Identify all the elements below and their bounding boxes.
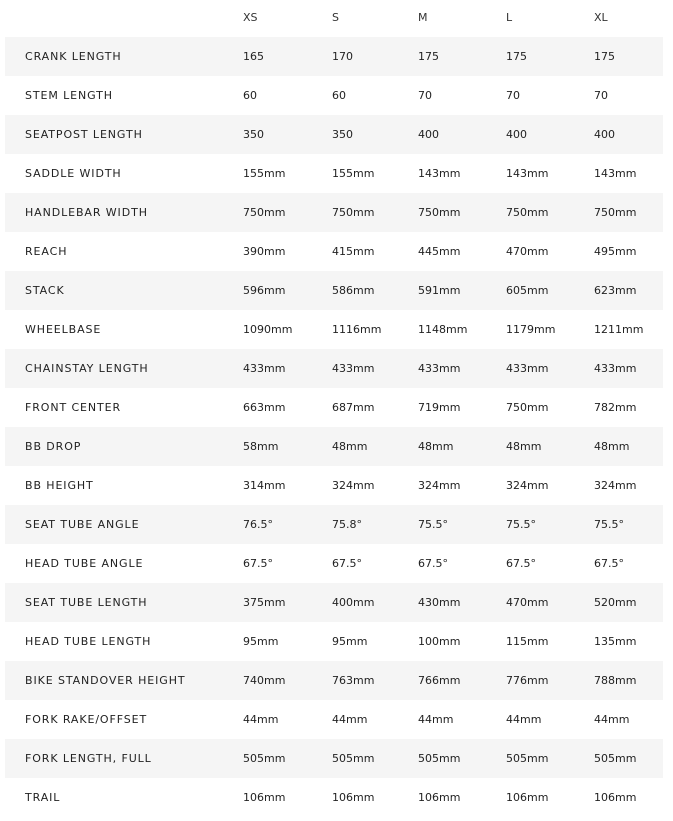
value-cell-xl: 505mm [594,752,637,765]
value-cell-xl: 750mm [594,206,637,219]
value-cell-xl: 788mm [594,674,637,687]
row-label: HEAD TUBE LENGTH [25,635,152,648]
row-label: HANDLEBAR WIDTH [25,206,148,219]
value-cell-l: 175 [506,50,527,63]
value-cell-xs: 60 [243,89,257,102]
table-row [5,76,663,115]
value-cell-s: 170 [332,50,353,63]
value-cell-m: 75.5° [418,518,448,531]
value-cell-xl: 520mm [594,596,637,609]
size-header-xl: XL [594,10,608,24]
table-row [5,622,663,661]
value-cell-xs: 155mm [243,167,286,180]
value-cell-s: 750mm [332,206,375,219]
size-header-m: M [418,10,428,24]
value-cell-m: 433mm [418,362,461,375]
value-cell-l: 1179mm [506,323,556,336]
value-cell-xs: 433mm [243,362,286,375]
table-row [5,700,663,739]
size-header-row [5,0,663,37]
value-cell-xs: 390mm [243,245,286,258]
value-cell-s: 155mm [332,167,375,180]
value-cell-m: 430mm [418,596,461,609]
value-cell-xl: 75.5° [594,518,624,531]
table-row [5,37,663,76]
row-label: BB HEIGHT [25,479,94,492]
value-cell-xs: 165 [243,50,264,63]
value-cell-l: 470mm [506,245,549,258]
value-cell-s: 763mm [332,674,375,687]
table-row [5,115,663,154]
value-cell-xl: 106mm [594,791,637,804]
table-row [5,154,663,193]
value-cell-m: 719mm [418,401,461,414]
value-cell-l: 48mm [506,440,542,453]
value-cell-s: 505mm [332,752,375,765]
value-cell-s: 48mm [332,440,368,453]
value-cell-xs: 350 [243,128,264,141]
value-cell-xs: 750mm [243,206,286,219]
value-cell-xl: 495mm [594,245,637,258]
value-cell-m: 1148mm [418,323,468,336]
value-cell-l: 750mm [506,206,549,219]
value-cell-xl: 143mm [594,167,637,180]
table-row [5,583,663,622]
table-row [5,505,663,544]
table-row [5,661,663,700]
table-row [5,310,663,349]
table-row [5,466,663,505]
value-cell-xl: 782mm [594,401,637,414]
value-cell-m: 400 [418,128,439,141]
value-cell-m: 70 [418,89,432,102]
value-cell-xs: 106mm [243,791,286,804]
value-cell-s: 324mm [332,479,375,492]
value-cell-l: 44mm [506,713,542,726]
table-row [5,193,663,232]
value-cell-xl: 70 [594,89,608,102]
row-label: FRONT CENTER [25,401,122,414]
value-cell-s: 687mm [332,401,375,414]
value-cell-s: 67.5° [332,557,362,570]
value-cell-xs: 740mm [243,674,286,687]
value-cell-xs: 76.5° [243,518,273,531]
row-label: BB DROP [25,440,82,453]
row-label: SEATPOST LENGTH [25,128,143,141]
value-cell-m: 67.5° [418,557,448,570]
value-cell-s: 60 [332,89,346,102]
value-cell-m: 100mm [418,635,461,648]
row-label: FORK RAKE/OFFSET [25,713,148,726]
value-cell-m: 766mm [418,674,461,687]
value-cell-l: 106mm [506,791,549,804]
value-cell-m: 445mm [418,245,461,258]
value-cell-m: 106mm [418,791,461,804]
value-cell-xl: 67.5° [594,557,624,570]
value-cell-l: 750mm [506,401,549,414]
table-row [5,232,663,271]
value-cell-xl: 1211mm [594,323,644,336]
value-cell-l: 75.5° [506,518,536,531]
value-cell-s: 415mm [332,245,375,258]
row-label: CRANK LENGTH [25,50,122,63]
value-cell-xs: 58mm [243,440,279,453]
value-cell-l: 70 [506,89,520,102]
value-cell-xl: 44mm [594,713,630,726]
value-cell-s: 586mm [332,284,375,297]
value-cell-s: 350 [332,128,353,141]
row-label: SEAT TUBE ANGLE [25,518,140,531]
value-cell-xl: 433mm [594,362,637,375]
value-cell-xl: 175 [594,50,615,63]
table-row [5,427,663,466]
row-label: TRAIL [25,791,61,804]
value-cell-l: 143mm [506,167,549,180]
value-cell-xs: 505mm [243,752,286,765]
value-cell-l: 400 [506,128,527,141]
row-label: SADDLE WIDTH [25,167,122,180]
value-cell-l: 67.5° [506,557,536,570]
value-cell-xl: 623mm [594,284,637,297]
value-cell-l: 115mm [506,635,549,648]
value-cell-xl: 324mm [594,479,637,492]
value-cell-xs: 314mm [243,479,286,492]
table-row [5,349,663,388]
value-cell-l: 470mm [506,596,549,609]
row-label: FORK LENGTH, FULL [25,752,152,765]
row-label: CHAINSTAY LENGTH [25,362,149,375]
value-cell-xs: 663mm [243,401,286,414]
size-header-l: L [506,10,513,24]
value-cell-m: 48mm [418,440,454,453]
row-label: HEAD TUBE ANGLE [25,557,144,570]
size-header-xs: XS [243,10,258,24]
row-label: REACH [25,245,68,258]
table-row [5,388,663,427]
value-cell-xl: 135mm [594,635,637,648]
value-cell-s: 400mm [332,596,375,609]
table-row [5,739,663,778]
value-cell-l: 324mm [506,479,549,492]
value-cell-m: 591mm [418,284,461,297]
value-cell-xs: 44mm [243,713,279,726]
value-cell-m: 175 [418,50,439,63]
size-header-s: S [332,10,339,24]
value-cell-m: 750mm [418,206,461,219]
value-cell-l: 776mm [506,674,549,687]
value-cell-m: 44mm [418,713,454,726]
value-cell-m: 143mm [418,167,461,180]
value-cell-xs: 95mm [243,635,279,648]
value-cell-xs: 1090mm [243,323,293,336]
row-label: SEAT TUBE LENGTH [25,596,148,609]
row-label: STEM LENGTH [25,89,113,102]
value-cell-m: 324mm [418,479,461,492]
value-cell-s: 95mm [332,635,368,648]
value-cell-s: 106mm [332,791,375,804]
value-cell-xl: 48mm [594,440,630,453]
value-cell-l: 433mm [506,362,549,375]
value-cell-xs: 596mm [243,284,286,297]
row-label: WHEELBASE [25,323,102,336]
value-cell-xl: 400 [594,128,615,141]
table-row [5,778,663,817]
table-row [5,544,663,583]
value-cell-xs: 375mm [243,596,286,609]
value-cell-s: 1116mm [332,323,382,336]
value-cell-s: 44mm [332,713,368,726]
row-label: STACK [25,284,65,297]
row-label: BIKE STANDOVER HEIGHT [25,674,186,687]
value-cell-xs: 67.5° [243,557,273,570]
table-row [5,271,663,310]
value-cell-s: 433mm [332,362,375,375]
value-cell-s: 75.8° [332,518,362,531]
value-cell-m: 505mm [418,752,461,765]
value-cell-l: 505mm [506,752,549,765]
value-cell-l: 605mm [506,284,549,297]
